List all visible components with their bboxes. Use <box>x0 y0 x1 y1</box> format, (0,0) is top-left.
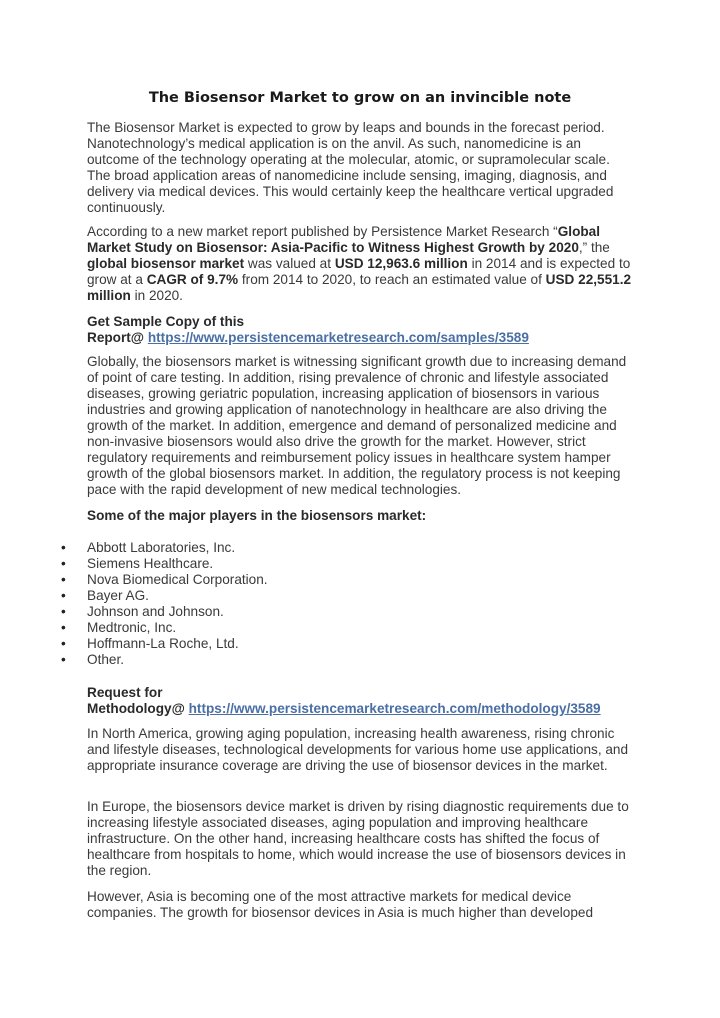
north-america-paragraph: In North America, growing aging population, increasing health awareness, rising chronic and lifestyle diseases, technological developments for various home use applications, and appropriate insurance coverage are driving the use of biosensor devices in the market. <box>87 726 629 773</box>
list-item <box>61 588 487 604</box>
methodology-link[interactable]: https://www.persistencemarketresearch.com/methodology/3589 <box>188 701 601 716</box>
methodology-label-line2: Methodology@ <box>87 701 189 716</box>
report-study-title: Global Market Study on Biosensor: Asia-Pacific to Witness Highest Growth by 2020 <box>87 224 601 255</box>
players-list <box>61 540 487 668</box>
sample-label-line2: Report@ <box>87 330 148 345</box>
report-text-5: from 2014 to 2020, to reach an estimated value of <box>238 272 546 287</box>
report-value-2020: USD 22,551.2 million <box>87 272 632 303</box>
methodology-request <box>87 685 632 717</box>
market-paragraph: Globally, the biosensors market is witnessing significant growth due to increasing demand of point of care testing. In addition, rising prevalence of chronic and lifestyle associated diseases, growing geriatric population, increasing application of biosensors in various industries and growing application of nanotechnology in healthcare are also driving the growth of the market. In addition, emergence and demand of personalized medicine and non-invasive biosensors would also drive the growth for the market. However, strict regulatory requirements and reimbursement policy issues in healthcare system hamper growth of the global biosensors market. In addition, the regulatory process is not keeping pace with the rapid development of new medical technologies. <box>87 354 627 497</box>
player-name: Johnson and Johnson. <box>87 604 224 619</box>
player-name: Medtronic, Inc. <box>87 620 177 635</box>
report-text-1: According to a new market report published by Persistence Market Research “ <box>87 224 558 239</box>
player-name: Abbott Laboratories, Inc. <box>87 540 236 555</box>
list-item <box>61 620 487 636</box>
bullet-icon: • <box>61 572 66 587</box>
report-paragraph <box>87 224 632 304</box>
list-item <box>61 636 487 652</box>
europe-paragraph: In Europe, the biosensors device market is driven by rising diagnostic requirements due to increasing lifestyle associated diseases, aging population and improving healthcare infrastructure. On the other hand, increasing healthcare costs has shifted the focus of healthcare from hospitals to home, which would increase the use of biosensors devices in the region. <box>87 799 629 878</box>
player-name: Siemens Healthcare. <box>87 556 214 571</box>
list-item <box>61 540 487 556</box>
bullet-icon: • <box>61 556 66 571</box>
list-item <box>61 652 487 668</box>
player-name: Bayer AG. <box>87 588 149 603</box>
players-heading <box>87 508 632 524</box>
methodology-label-line1: Request for <box>87 685 163 700</box>
bullet-icon: • <box>61 652 66 667</box>
bullet-icon: • <box>61 588 66 603</box>
list-item <box>61 572 487 588</box>
report-text-6: in 2020. <box>130 288 183 303</box>
player-name: Other. <box>87 652 125 667</box>
sample-link[interactable]: https://www.persistencemarketresearch.com/samples/3589 <box>147 330 529 345</box>
players-heading-text: Some of the major players in the biosensors market: <box>87 508 427 523</box>
bullet-icon: • <box>61 540 66 555</box>
sample-label-line1: Get Sample Copy of this <box>87 314 245 329</box>
intro-paragraph: The Biosensor Market is expected to grow by leaps and bounds in the forecast period. Nanotechnology’s medical application is on the anvil. As such, nanomedicine is an outcome of the technology operating at the molecular, atomic, or supramolecular scale. The broad application areas of nanomedicine include sensing, imaging, diagnosis, and delivery via medical devices. This would certainly keep the healthcare vertical upgraded continuously. <box>87 120 614 215</box>
asia-paragraph: However, Asia is becoming one of the most attractive markets for medical device companies. The growth for biosensor devices in Asia is much higher than developed <box>87 889 594 920</box>
report-cagr: CAGR of 9.7% <box>146 272 239 287</box>
bullet-icon: • <box>61 636 66 651</box>
report-text-2: ,” the <box>578 240 610 255</box>
report-text-4: in 2014 and is expected to grow at a <box>87 256 631 287</box>
bullet-icon: • <box>61 620 66 635</box>
page-title: The Biosensor Market to grow on an invincible note <box>148 90 572 106</box>
player-name: Hoffmann-La Roche, Ltd. <box>87 636 239 651</box>
report-text-3: was valued at <box>244 256 335 271</box>
report-market-name: global biosensor market <box>87 256 245 271</box>
list-item <box>61 556 487 572</box>
sample-request <box>87 314 632 346</box>
list-item <box>61 604 487 620</box>
report-value-2014: USD 12,963.6 million <box>334 256 468 271</box>
player-name: Nova Biomedical Corporation. <box>87 572 268 587</box>
bullet-icon: • <box>61 604 66 619</box>
